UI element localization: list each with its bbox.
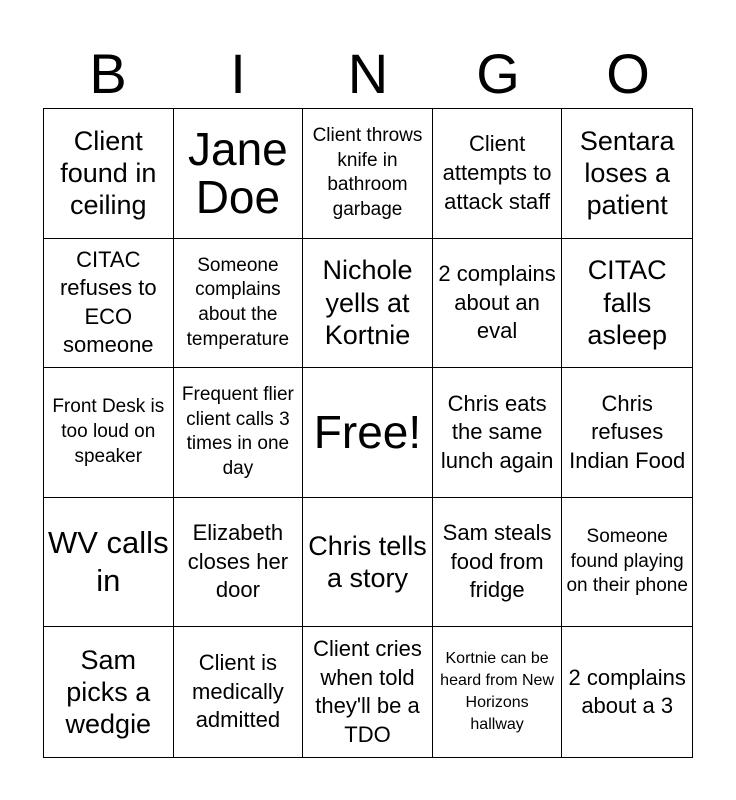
bingo-cell[interactable]: [303, 109, 433, 239]
header-letter-b: B: [89, 42, 127, 105]
bingo-cell-text: Sentara loses a patient: [579, 125, 675, 221]
bingo-cell-text: Chris tells a story: [308, 530, 427, 594]
bingo-cell-text: 2 complains about a 3: [568, 664, 686, 719]
free-space-text: Free!: [313, 406, 422, 459]
bingo-cell[interactable]: [562, 239, 692, 369]
bingo-header: [43, 40, 693, 108]
bingo-cell[interactable]: [44, 498, 174, 628]
bingo-cell-text: WV calls in: [48, 525, 169, 599]
bingo-cell-text: CITAC falls asleep: [587, 255, 667, 351]
bingo-cell[interactable]: [303, 627, 433, 757]
bingo-cell[interactable]: [433, 498, 563, 628]
bingo-cell-text: Elizabeth closes her door: [187, 520, 289, 603]
bingo-cell[interactable]: [174, 498, 304, 628]
free-space-cell[interactable]: [303, 368, 433, 498]
bingo-cell-text: Client throws knife in bathroom garbage: [312, 124, 423, 220]
bingo-cell[interactable]: [174, 368, 304, 498]
bingo-cell-text: Client cries when told they'll be a TDO: [313, 636, 422, 747]
bingo-cell[interactable]: [174, 109, 304, 239]
bingo-cell-text: 2 complains about an eval: [438, 261, 556, 344]
bingo-cell-text: Jane Doe: [188, 123, 288, 224]
bingo-cell[interactable]: [562, 109, 692, 239]
bingo-cell[interactable]: [433, 109, 563, 239]
bingo-cell-text: Kortnie can be heard from New Horizons hallway: [440, 650, 554, 734]
header-letter-i: I: [230, 42, 246, 105]
bingo-cell-text: CITAC refuses to ECO someone: [59, 246, 157, 358]
header-letter-g: G: [476, 42, 520, 105]
bingo-cell-text: Sam picks a wedgie: [65, 644, 152, 740]
header-letter-n: N: [347, 42, 389, 105]
bingo-board: [43, 108, 693, 758]
bingo-cell[interactable]: [562, 498, 692, 628]
bingo-cell-text: Client found in ceiling: [60, 125, 157, 221]
bingo-cell[interactable]: [44, 368, 174, 498]
bingo-cell[interactable]: [433, 239, 563, 369]
bingo-cell[interactable]: [174, 627, 304, 757]
bingo-cell-text: Client is medically admitted: [192, 650, 284, 733]
bingo-cell[interactable]: [44, 239, 174, 369]
bingo-cell-text: Frequent flier client calls 3 times in one day: [181, 384, 294, 480]
bingo-cell[interactable]: [433, 368, 563, 498]
bingo-cell-text: Client attempts to attack staff: [442, 131, 552, 214]
bingo-cell-text: Someone complains about the temperature: [186, 254, 290, 350]
header-letter-o: O: [606, 42, 650, 105]
bingo-cell-text: Someone found playing on their phone: [566, 526, 688, 597]
bingo-cell-text: Chris eats the same lunch again: [440, 390, 554, 473]
bingo-cell[interactable]: [303, 498, 433, 628]
bingo-cell-text: Chris refuses Indian Food: [569, 390, 686, 473]
bingo-cell[interactable]: [433, 627, 563, 757]
bingo-cell-text: Sam steals food from fridge: [442, 520, 552, 603]
bingo-cell-text: Nichole yells at Kortnie: [322, 255, 413, 351]
bingo-cell[interactable]: [303, 239, 433, 369]
bingo-cell[interactable]: [44, 109, 174, 239]
bingo-cell[interactable]: [174, 239, 304, 369]
bingo-cell[interactable]: [44, 627, 174, 757]
bingo-cell[interactable]: [562, 368, 692, 498]
bingo-cell-text: Front Desk is too loud on speaker: [52, 396, 165, 467]
bingo-cell[interactable]: [562, 627, 692, 757]
